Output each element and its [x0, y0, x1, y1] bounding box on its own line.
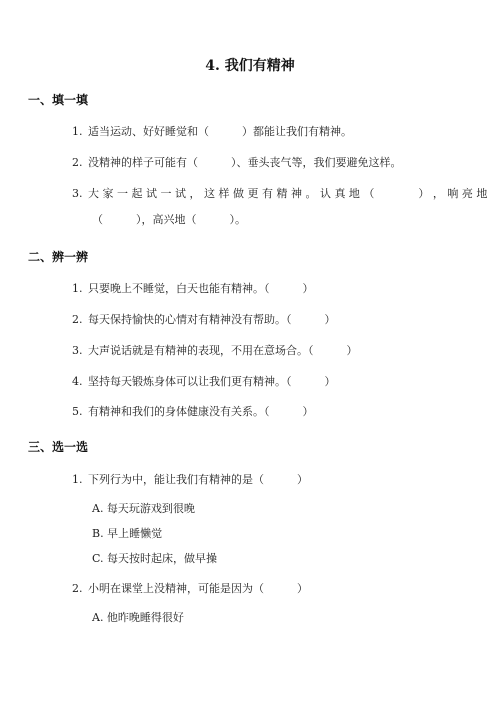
question-text: 适当运动、好好睡觉和（ ）都能让我们有精神。	[88, 125, 352, 138]
question-text: 大 家 一 起 试 一 试 ， 这 样 做 更 有 精 神 。 认 真 地 （ ） ， 响 亮 地	[88, 187, 488, 200]
question-item	[72, 185, 487, 201]
page-title: 4. 我们有精神	[205, 58, 295, 74]
question-item	[72, 311, 336, 327]
question-text: 下列行为中，能让我们有精神的是（ ）	[88, 473, 308, 486]
question-text: 小明在课堂上没精神，可能是因为（ ）	[88, 582, 308, 595]
answer-option: A. 他昨晚睡得很好	[92, 611, 184, 624]
question-item	[72, 342, 358, 358]
question-text: 每天保持愉快的心情对有精神没有帮助。（ ）	[88, 313, 336, 326]
question-number: 2.	[72, 582, 83, 595]
question-number: 1.	[72, 282, 83, 295]
question-item	[72, 280, 314, 296]
question-number: 2.	[72, 313, 83, 326]
section-heading-choose: 三、选一选	[28, 440, 89, 454]
question-text: 只要晚上不睡觉，白天也能有精神。（ ）	[88, 282, 314, 295]
question-text: 没精神的样子可能有（ ）、垂头丧气等，我们要避免这样。	[88, 156, 402, 169]
question-text: 大声说话就是有精神的表现，不用在意场合。（ ）	[88, 344, 358, 357]
section-heading-fill: 一、填一填	[28, 93, 89, 107]
answer-option: C. 每天按时起床，做早操	[92, 552, 218, 565]
question-text: 坚持每天锻炼身体可以让我们更有精神。（ ）	[88, 375, 336, 388]
question-number: 5.	[72, 405, 83, 418]
question-item	[72, 123, 352, 139]
question-number: 4.	[72, 375, 83, 388]
question-item	[72, 471, 308, 487]
question-item	[72, 403, 314, 419]
question-item	[72, 154, 402, 170]
section-heading-judge: 二、辨一辨	[28, 250, 89, 264]
question-number: 3.	[72, 344, 83, 357]
answer-option: B. 早上睡懒觉	[92, 527, 163, 540]
question-item	[72, 580, 308, 596]
question-number: 3.	[72, 187, 83, 200]
question-text: 有精神和我们的身体健康没有关系。（ ）	[88, 405, 314, 418]
question-number: 1.	[72, 125, 83, 138]
question-number: 1.	[72, 473, 83, 486]
answer-option: A. 每天玩游戏到很晚	[92, 502, 195, 515]
question-number: 2.	[72, 156, 83, 169]
question-item	[72, 373, 336, 389]
question-continuation: （ ），高兴地（ ）。	[92, 213, 246, 226]
